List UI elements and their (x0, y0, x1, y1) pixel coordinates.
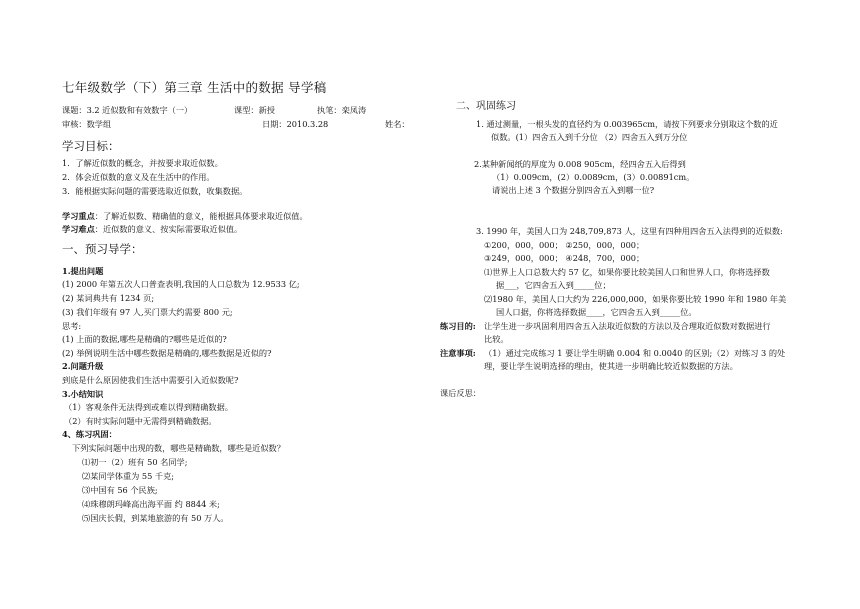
q2-line: 2.某种新闻纸的厚度为 0.008 905cm，经四舍五入后得到 (474, 159, 686, 169)
key-focus (62, 212, 308, 222)
section1-heading: 一、预习导学： (62, 242, 143, 256)
q3-sub2: 国人口据，你将选择数据____，它四舍五入到_____位。 (496, 307, 697, 317)
s1-title: 1.提出问题 (62, 266, 104, 276)
notes-text: 理，要让学生说明选择的理由，使其进一步明确比较近似数据的方法。 (484, 361, 738, 371)
page-title: 七年级数学（下）第三章 生活中的数据 导学稿 (62, 80, 327, 95)
s1-line: (1) 2000 年第五次人口普查表明,我国的人口总数为 12.9533 亿; (62, 279, 300, 289)
q3-sub1: ⑴世界上人口总数大约 57 亿，如果你要比较美国人口和世界人口，你将选择数 (484, 267, 770, 277)
meta-lesson-type: 课型：新授 (234, 105, 275, 115)
s4-item: ⑷珠穆朗玛峰高出海平面 约 8844 米; (82, 499, 220, 509)
notes-text: （1）通过完成练习 1 要让学生明确 0.004 和 0.0040 的区别;（2）对练习 3 的处 (484, 348, 786, 358)
s3-line: （2）有时实际问题中无需得到精确数据。 (64, 416, 217, 426)
s1-line: (1) 上面的数据,哪些是精确的?哪些是近似的? (62, 334, 227, 344)
meta-author: 执笔：栾凤涛 (317, 105, 367, 115)
meta-date: 日期：2010.3.28 (262, 119, 329, 129)
goal-item: 3．能根据实际问题的需要选取近似数，收集数据。 (62, 186, 248, 196)
s1-line: (2) 某词典共有 1234 页; (62, 293, 155, 303)
s3-title: 3.小结知识 (62, 389, 104, 399)
s4-item: ⑴初一（2）班有 50 名同学; (82, 457, 188, 467)
s4-item: ⑸国庆长假，到某地旅游的有 50 万人。 (82, 513, 229, 523)
s4-item: ⑶中国有 56 个民族; (82, 485, 158, 495)
q3-options: ①200，000，000； ②250，000，000； (484, 240, 645, 250)
q3-options: ③249，000，000； ④248，700，000； (484, 253, 645, 263)
q1-line: 似数。(1）四舍五入到千分位 （2）四舍五入到万分位 (491, 132, 688, 142)
q3-sub1: 据___，它四舍五入到_____位； (496, 280, 611, 290)
notes-label: 注意事项: (440, 348, 476, 358)
s1-line: (2) 举例说明生活中哪些数据是精确的,哪些数据是近似的? (62, 348, 272, 358)
meta-name: 姓名： (385, 119, 410, 129)
q2-line: 请说出上述 3 个数据分别四舍五入到哪一位? (492, 185, 655, 195)
s2-title: 2.问题升级 (62, 361, 104, 371)
reflection-label: 课后反思： (440, 388, 481, 398)
focus-label: 学习重点 (62, 211, 95, 221)
s4-intro: 下列实际问题中出现的数，哪些是精确数，哪些是近似数？ (72, 443, 285, 453)
purpose-label: 练习目的: (440, 321, 476, 331)
s2-text: 到底是什么原因使我们生活中需要引入近似数呢? (62, 375, 239, 385)
s1-line: 思考: (62, 321, 82, 331)
key-difficulty (62, 225, 242, 235)
goal-item: 1．了解近似数的概念，并按要求取近似数。 (62, 158, 223, 168)
s4-item: ⑵某同学体重为 55 千克; (82, 471, 175, 481)
meta-topic: 课题：3.2 近似数和有效数字（一） (62, 105, 193, 115)
q2-line: （1）0.009cm，(2）0.0089cm，(3）0.00891cm。 (492, 172, 695, 182)
difficulty-text: ：近似数的意义、按实际需要取近似值。 (94, 224, 243, 234)
goals-heading: 学习目标： (62, 139, 120, 153)
q3-sub2: ⑵1980 年，美国人口大约为 226,000,000，如果你要比较 1990 年和 1980 年美 (484, 294, 787, 304)
focus-text: ：了解近似数、精确值的意义，能根据具体要求取近似值。 (94, 211, 308, 221)
difficulty-label: 学习难点 (62, 224, 95, 234)
s4-title: 4、练习巩固： (62, 429, 117, 439)
q3-line: 3. 1990 年，美国人口为 248,709,873 人，这里有四种用四舍五入法得到的近似数: (476, 226, 783, 236)
goal-item: 2．体会近似数的意义及在生活中的作用。 (62, 172, 215, 182)
meta-reviewer: 审核：数学组 (62, 119, 112, 129)
purpose-text: 让学生进一步巩固利用四舍五入法取近似数的方法以及合理取近似数对数据进行 (484, 321, 771, 331)
q1-line: 1. 通过测量，一根头发的直径约为 0.003965cm，请按下列要求分别取这个数的近 (476, 119, 778, 129)
section2-heading: 二、巩固练习 (456, 101, 516, 112)
purpose-text: 比较。 (484, 334, 509, 344)
s3-line: （1）客观条件无法得到或难以得到精确数据。 (64, 402, 233, 412)
s1-line: (3) 我们年级有 97 人,买门票大约需要 800 元; (62, 307, 233, 317)
